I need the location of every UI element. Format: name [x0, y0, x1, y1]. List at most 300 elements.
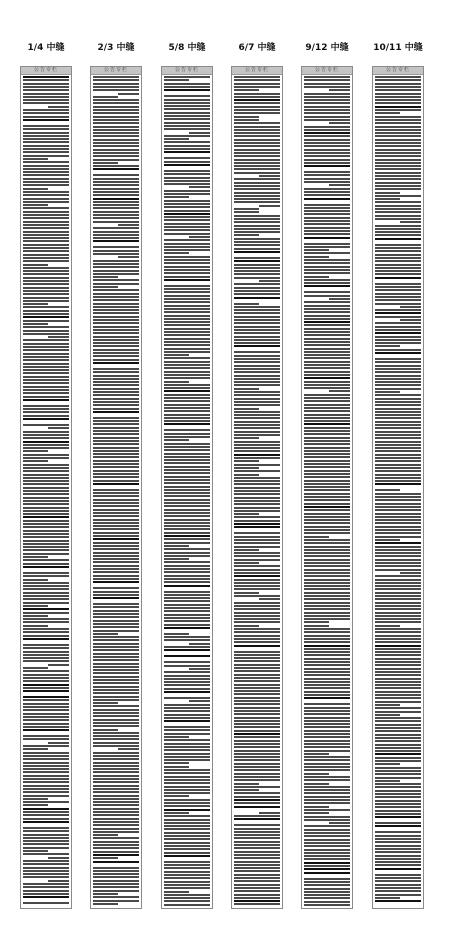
text-line	[375, 188, 421, 190]
text-line	[234, 559, 280, 561]
text-line	[304, 809, 350, 811]
text-line	[164, 466, 210, 468]
text-line	[93, 505, 139, 507]
text-line	[234, 746, 280, 748]
text-line	[234, 635, 280, 637]
text-line	[23, 726, 69, 728]
text-line	[234, 351, 280, 353]
text-line	[93, 359, 139, 361]
text-line	[23, 165, 69, 167]
text-line	[304, 301, 350, 303]
text-line	[23, 638, 69, 640]
text-line	[23, 559, 69, 561]
text-line	[234, 497, 280, 499]
text-line	[93, 240, 139, 242]
text-line	[234, 539, 280, 541]
text-line	[304, 654, 350, 656]
text-line	[164, 486, 210, 488]
text-line	[375, 744, 421, 746]
text-line	[304, 276, 329, 278]
text-line	[375, 763, 400, 765]
text-line	[23, 808, 69, 810]
text-line	[23, 457, 69, 459]
text-line	[304, 152, 350, 154]
text-line	[164, 884, 210, 886]
strip-text-block	[93, 76, 139, 906]
strip-header: 公告专栏	[302, 67, 352, 75]
text-line	[234, 122, 280, 124]
text-line	[23, 125, 69, 127]
text-line	[304, 262, 350, 264]
text-line	[164, 594, 210, 596]
text-line	[304, 371, 350, 373]
text-line	[93, 896, 139, 898]
text-line	[23, 860, 69, 862]
text-line	[304, 427, 350, 429]
text-line	[93, 178, 139, 180]
text-line	[164, 736, 189, 738]
text-line	[23, 450, 48, 452]
text-line	[304, 311, 350, 313]
text-line	[304, 489, 350, 491]
text-line	[23, 119, 69, 121]
text-line	[164, 301, 210, 303]
text-line	[234, 467, 259, 469]
text-line	[23, 460, 48, 462]
text-line	[164, 532, 210, 534]
text-line	[375, 411, 421, 413]
text-line	[304, 674, 350, 676]
text-line	[375, 182, 421, 184]
text-line	[164, 439, 189, 441]
text-line	[234, 562, 259, 564]
text-line	[234, 703, 280, 705]
text-line	[93, 332, 139, 334]
text-line	[164, 404, 210, 406]
text-line	[234, 375, 280, 377]
text-line	[93, 306, 139, 308]
text-line	[375, 102, 421, 104]
text-line	[189, 700, 210, 702]
text-line	[375, 845, 421, 847]
text-line	[304, 139, 350, 141]
text-line	[234, 837, 280, 839]
text-line	[23, 847, 69, 849]
text-line	[23, 194, 69, 196]
text-line	[164, 812, 189, 814]
text-line	[375, 608, 421, 610]
text-line	[164, 118, 210, 120]
text-line	[234, 792, 280, 794]
text-line	[234, 450, 280, 452]
text-line	[234, 293, 280, 295]
text-line	[375, 244, 421, 246]
text-line	[375, 283, 421, 285]
text-line	[164, 852, 210, 854]
text-line	[234, 79, 280, 81]
text-line	[23, 188, 48, 190]
text-line	[234, 605, 280, 607]
text-line	[23, 293, 69, 295]
text-line	[93, 844, 139, 846]
text-line	[304, 740, 350, 742]
text-line	[234, 319, 280, 321]
text-line	[234, 336, 280, 338]
text-line	[304, 414, 350, 416]
text-line	[304, 726, 350, 728]
text-line	[164, 542, 210, 544]
text-line	[375, 126, 421, 128]
text-line	[375, 404, 421, 406]
text-line	[375, 522, 421, 524]
text-line	[93, 722, 139, 724]
text-line	[93, 126, 139, 128]
text-line	[375, 536, 421, 538]
text-line	[164, 509, 210, 511]
text-line	[234, 690, 280, 692]
text-line	[375, 864, 421, 866]
text-line	[164, 848, 210, 850]
text-line	[164, 79, 189, 81]
text-line	[375, 588, 421, 590]
text-line	[23, 454, 69, 456]
text-line	[234, 342, 280, 344]
text-line	[164, 515, 210, 517]
text-line	[23, 257, 69, 259]
text-line	[375, 401, 421, 403]
text-line	[93, 89, 139, 91]
text-line	[375, 93, 421, 95]
text-line	[375, 96, 421, 98]
strip-text-block	[164, 76, 210, 906]
text-line	[304, 217, 350, 219]
text-line	[304, 645, 350, 647]
text-line	[234, 464, 280, 466]
text-line	[164, 578, 210, 580]
text-line	[93, 221, 139, 223]
text-line	[23, 247, 69, 249]
text-line	[164, 115, 210, 117]
text-line	[234, 414, 280, 416]
text-line	[234, 251, 280, 253]
text-line	[375, 434, 421, 436]
text-line	[304, 753, 329, 755]
text-line	[93, 214, 139, 216]
text-line	[375, 450, 421, 452]
text-line	[164, 361, 210, 363]
text-line	[93, 423, 139, 425]
text-line	[304, 499, 350, 501]
text-line	[164, 874, 210, 876]
text-line	[234, 326, 280, 328]
text-line	[93, 483, 139, 485]
text-line	[304, 881, 350, 883]
text-line	[375, 454, 421, 456]
text-line	[304, 796, 350, 798]
text-line	[304, 344, 350, 346]
text-line	[375, 519, 421, 521]
text-line	[23, 303, 48, 305]
text-line	[23, 893, 69, 895]
text-line	[304, 855, 350, 857]
text-line	[375, 506, 421, 508]
text-line	[93, 561, 139, 563]
text-line	[304, 109, 350, 111]
text-line	[93, 250, 139, 252]
text-line	[164, 681, 210, 683]
text-line	[164, 377, 210, 379]
text-line	[234, 776, 280, 778]
text-line	[23, 523, 69, 525]
text-line	[375, 198, 400, 200]
text-line	[23, 411, 69, 413]
text-line	[23, 719, 69, 721]
text-line	[164, 357, 210, 359]
text-line	[93, 649, 139, 651]
text-line	[304, 119, 350, 121]
text-line	[93, 663, 139, 665]
text-line	[234, 404, 280, 406]
text-line	[304, 171, 350, 173]
text-line	[304, 526, 350, 528]
text-line	[234, 421, 280, 423]
text-line	[304, 579, 350, 581]
text-line	[93, 804, 139, 806]
text-line	[304, 750, 350, 752]
text-line	[23, 191, 69, 193]
text-line	[164, 762, 189, 764]
text-line	[164, 288, 210, 290]
text-line	[234, 818, 280, 820]
text-line	[259, 175, 280, 177]
text-line	[23, 204, 48, 206]
text-line	[23, 333, 69, 335]
text-line	[234, 700, 280, 702]
text-line	[23, 474, 69, 476]
text-line	[304, 246, 350, 248]
text-line	[93, 758, 139, 760]
text-line	[93, 765, 139, 767]
text-line	[375, 509, 421, 511]
text-line	[23, 141, 69, 143]
text-line	[375, 234, 421, 236]
text-line	[23, 221, 69, 223]
text-line	[304, 694, 350, 696]
text-line	[23, 270, 69, 272]
text-line	[234, 365, 280, 367]
text-line	[93, 672, 139, 674]
text-line	[93, 184, 139, 186]
text-line	[375, 303, 421, 305]
text-line	[164, 269, 210, 271]
text-line	[234, 86, 280, 88]
text-line	[304, 769, 350, 771]
text-line	[304, 102, 350, 104]
text-line	[375, 132, 421, 134]
text-line	[234, 417, 280, 419]
text-line	[23, 778, 69, 780]
text-line	[234, 394, 280, 396]
text-line	[93, 738, 139, 740]
text-line	[304, 174, 350, 176]
text-line	[375, 717, 421, 719]
text-line	[304, 93, 350, 95]
text-line	[234, 129, 280, 131]
text-line	[164, 482, 210, 484]
text-line	[164, 190, 210, 192]
text-line	[234, 444, 280, 446]
text-line	[23, 372, 69, 374]
text-line	[93, 76, 139, 78]
text-line	[164, 519, 210, 521]
text-line	[93, 692, 139, 694]
text-line	[234, 83, 280, 85]
text-line	[23, 748, 48, 750]
text-line	[304, 678, 350, 680]
text-line	[234, 270, 280, 272]
text-line	[304, 602, 350, 604]
text-line	[93, 801, 139, 803]
text-line	[164, 219, 210, 221]
text-line	[93, 217, 139, 219]
text-line	[234, 165, 280, 167]
text-line	[234, 273, 280, 275]
text-line	[164, 561, 210, 563]
text-line	[304, 249, 329, 251]
text-line	[164, 479, 210, 481]
text-line	[93, 489, 139, 491]
text-line	[375, 175, 421, 177]
text-line	[234, 109, 280, 111]
text-line	[164, 239, 210, 241]
text-line	[23, 145, 69, 147]
text-line	[304, 651, 350, 653]
text-line	[234, 398, 280, 400]
text-line	[304, 773, 329, 775]
text-line	[93, 388, 139, 390]
text-line	[164, 558, 189, 560]
text-line	[304, 321, 350, 323]
text-line	[234, 493, 280, 495]
text-line	[164, 233, 210, 235]
text-line	[23, 618, 69, 620]
text-line	[234, 381, 280, 383]
text-line	[23, 109, 69, 111]
text-line	[164, 545, 189, 547]
text-line	[234, 884, 280, 886]
text-line	[234, 241, 280, 243]
text-line	[164, 786, 210, 788]
text-line	[164, 177, 210, 179]
text-line	[304, 865, 350, 867]
text-line	[93, 152, 139, 154]
text-line	[93, 296, 139, 298]
text-line	[93, 762, 139, 764]
text-line	[304, 181, 350, 183]
text-line	[375, 168, 421, 170]
text-line	[23, 608, 69, 610]
text-line	[164, 371, 210, 373]
text-line	[23, 379, 69, 381]
text-line	[375, 332, 421, 334]
text-line	[234, 894, 280, 896]
text-line	[23, 752, 69, 754]
text-line	[304, 237, 350, 239]
text-line	[23, 470, 69, 472]
text-line	[23, 556, 48, 558]
text-line	[164, 95, 210, 97]
text-line	[375, 267, 421, 269]
text-line	[93, 198, 139, 200]
text-line	[23, 549, 69, 551]
text-line	[304, 145, 350, 147]
text-line	[48, 336, 69, 338]
text-line	[304, 783, 329, 785]
text-line	[93, 279, 139, 281]
text-line	[23, 346, 69, 348]
text-line	[93, 742, 139, 744]
text-line	[164, 832, 210, 834]
text-line	[234, 234, 259, 236]
text-line	[93, 129, 139, 131]
text-line	[375, 368, 421, 370]
text-line	[164, 334, 210, 336]
text-line	[375, 592, 421, 594]
text-line	[234, 208, 259, 210]
text-line	[234, 316, 280, 318]
text-line	[23, 467, 69, 469]
text-line	[93, 594, 139, 596]
text-line	[164, 749, 210, 751]
text-line	[164, 900, 210, 902]
text-line	[234, 303, 259, 305]
text-line	[164, 671, 210, 673]
text-line	[304, 83, 350, 85]
text-line	[234, 267, 280, 269]
text-line	[234, 96, 280, 98]
text-line	[234, 828, 280, 830]
text-line	[164, 502, 210, 504]
text-line	[234, 847, 280, 849]
text-line	[93, 401, 139, 403]
text-line	[234, 602, 280, 604]
text-line	[23, 297, 69, 299]
text-line	[23, 99, 69, 101]
text-line	[304, 888, 350, 890]
text-line	[164, 809, 210, 811]
text-line	[93, 620, 139, 622]
text-line	[23, 513, 69, 515]
text-line	[164, 881, 210, 883]
text-line	[23, 768, 69, 770]
text-line	[375, 365, 421, 367]
text-line	[93, 345, 139, 347]
text-line	[23, 211, 69, 213]
text-line	[304, 116, 350, 118]
text-line	[375, 800, 421, 802]
text-line	[23, 83, 69, 85]
text-line	[93, 841, 139, 843]
text-line	[304, 786, 350, 788]
text-line	[234, 172, 280, 174]
text-line	[23, 356, 69, 358]
text-line	[93, 522, 139, 524]
text-line	[304, 529, 350, 531]
text-line	[164, 226, 210, 228]
text-line	[304, 776, 350, 778]
text-line	[375, 565, 421, 567]
text-line	[164, 180, 210, 182]
